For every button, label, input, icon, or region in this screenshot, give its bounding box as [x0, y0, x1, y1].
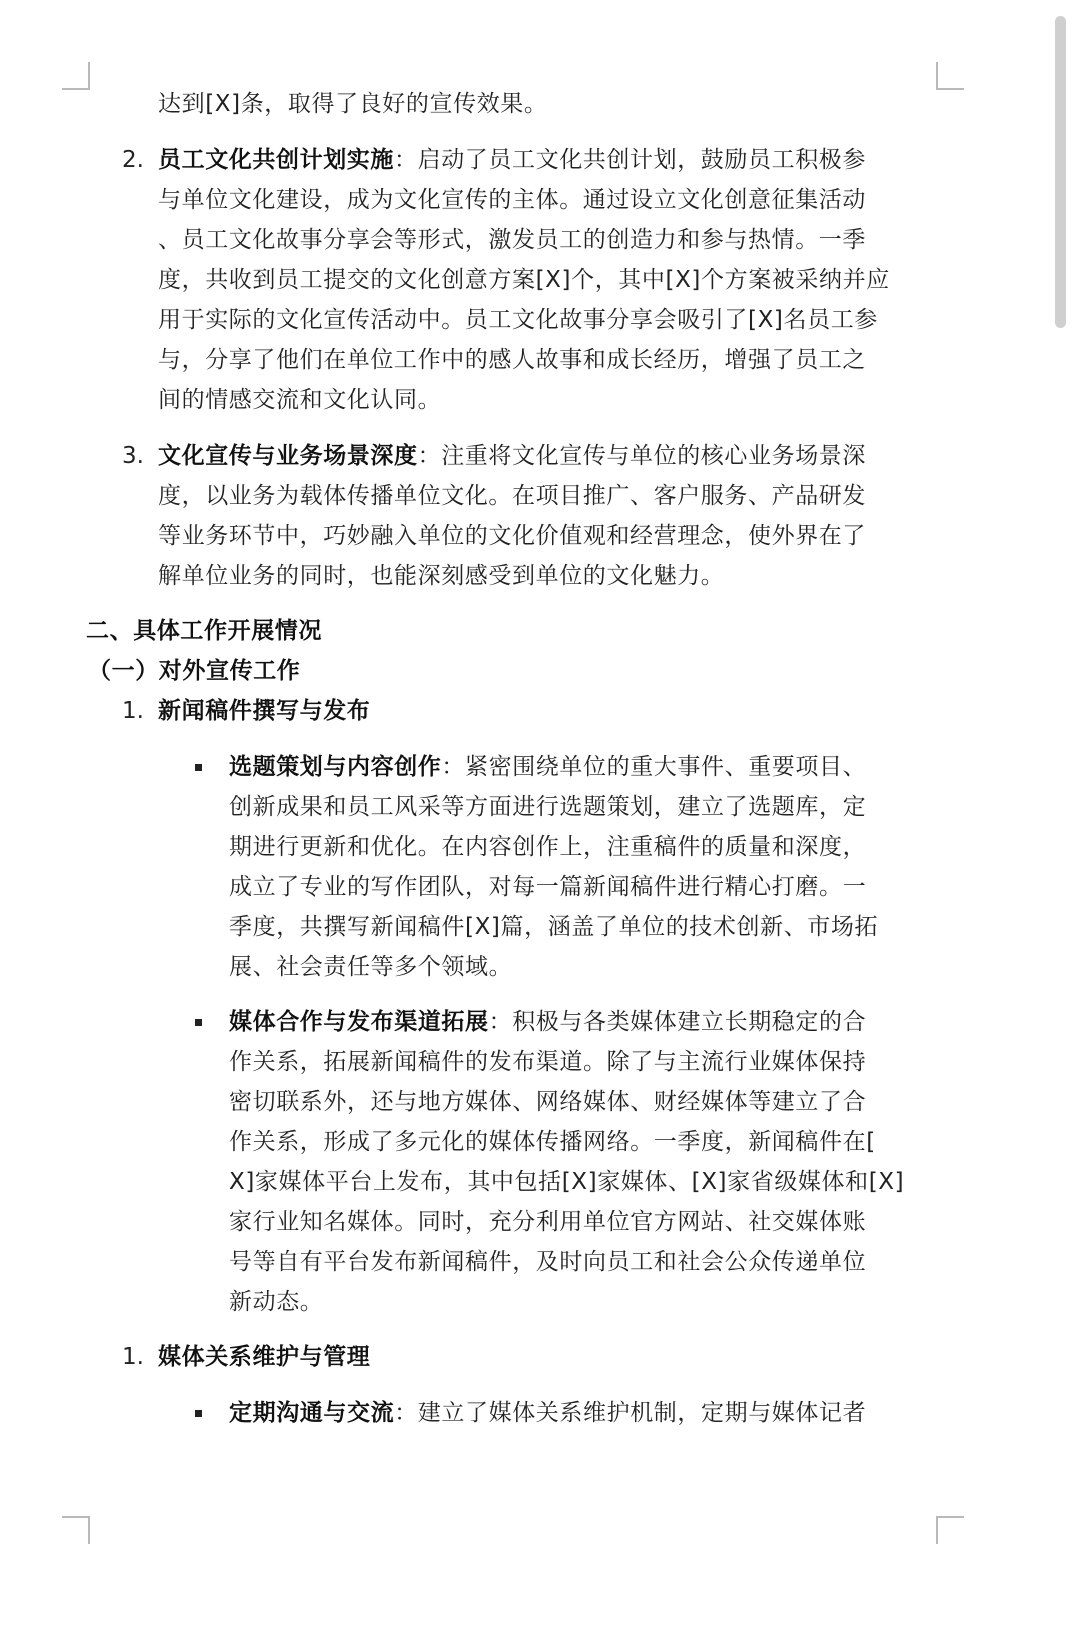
list-item-title: 员工文化共创计划实施 — [158, 147, 394, 173]
list-item-text: ：注重将文化宣传与单位的核心业务场景深 — [417, 443, 867, 469]
paragraph-line: 达到[X]条，取得了良好的宣传效果。 — [158, 91, 548, 117]
list-number: 2. — [122, 147, 144, 173]
paragraph-line: 、员工文化故事分享会等形式，激发员工的创造力和参与热情。一季 — [158, 227, 866, 253]
bullet-text: ：积极与各类媒体建立长期稳定的合 — [488, 1009, 867, 1035]
paragraph-line: 解单位业务的同时，也能深刻感受到单位的文化魅力。 — [158, 563, 725, 589]
paragraph-line: 季度，共撰写新闻稿件[X]篇，涵盖了单位的技术创新、市场拓 — [229, 914, 879, 940]
paragraph-line: 等业务环节中，巧妙融入单位的文化价值观和经营理念，使外界在了 — [158, 523, 866, 549]
list-item-line — [158, 436, 866, 476]
crop-mark-bottom-left — [62, 1516, 90, 1544]
bullet-title: 选题策划与内容创作 — [229, 754, 442, 780]
paragraph-line: 期进行更新和优化。在内容创作上，注重稿件的质量和深度， — [229, 834, 867, 860]
bullet-line — [229, 1002, 866, 1042]
paragraph-line: 作关系，拓展新闻稿件的发布渠道。除了与主流行业媒体保持 — [229, 1049, 867, 1075]
bullet-title: 媒体合作与发布渠道拓展 — [229, 1009, 489, 1035]
bullet-line — [229, 747, 866, 787]
crop-mark-top-right — [936, 62, 964, 90]
bullet-text: ：建立了媒体关系维护机制，定期与媒体记者 — [394, 1400, 867, 1426]
list-heading: 新闻稿件撰写与发布 — [158, 698, 371, 724]
bullet-marker — [195, 1019, 202, 1026]
paragraph-line: 成立了专业的写作团队，对每一篇新闻稿件进行精心打磨。一 — [229, 874, 867, 900]
list-number: 1. — [122, 1344, 144, 1370]
bullet-marker — [195, 1410, 202, 1417]
crop-mark-top-left — [62, 62, 90, 90]
paragraph-line: 间的情感交流和文化认同。 — [158, 387, 442, 413]
section-heading: 二、具体工作开展情况 — [86, 618, 322, 644]
bullet-line — [229, 1393, 866, 1433]
paragraph-line: 与单位文化建设，成为文化宣传的主体。通过设立文化创意征集活动 — [158, 187, 866, 213]
list-item-line — [158, 140, 866, 180]
vertical-scrollbar[interactable] — [1055, 16, 1066, 328]
bullet-title: 定期沟通与交流 — [229, 1400, 395, 1426]
list-number: 1. — [122, 698, 144, 724]
list-number: 3. — [122, 443, 144, 469]
list-item-text: ：启动了员工文化共创计划，鼓励员工积极参 — [394, 147, 866, 173]
paragraph-line: 用于实际的文化宣传活动中。员工文化故事分享会吸引了[X]名员工参 — [158, 307, 878, 333]
bullet-marker — [195, 764, 202, 771]
paragraph-line: 新动态。 — [229, 1289, 324, 1315]
paragraph-line: 号等自有平台发布新闻稿件，及时向员工和社会公众传递单位 — [229, 1249, 867, 1275]
paragraph-line: 作关系，形成了多元化的媒体传播网络。一季度，新闻稿件在[ — [229, 1129, 876, 1155]
paragraph-line: X]家媒体平台上发布，其中包括[X]家媒体、[X]家省级媒体和[X] — [229, 1169, 905, 1195]
paragraph-line: 家行业知名媒体。同时，充分利用单位官方网站、社交媒体账 — [229, 1209, 867, 1235]
paragraph-line: 展、社会责任等多个领域。 — [229, 954, 513, 980]
bullet-text: ：紧密围绕单位的重大事件、重要项目、 — [441, 754, 867, 780]
subsection-heading: （一）对外宣传工作 — [88, 658, 301, 684]
list-heading: 媒体关系维护与管理 — [158, 1344, 371, 1370]
list-item-title: 文化宣传与业务场景深度 — [158, 443, 418, 469]
paragraph-line: 密切联系外，还与地方媒体、网络媒体、财经媒体等建立了合 — [229, 1089, 867, 1115]
paragraph-line: 度，以业务为载体传播单位文化。在项目推广、客户服务、产品研发 — [158, 483, 866, 509]
paragraph-line: 度，共收到员工提交的文化创意方案[X]个，其中[X]个方案被采纳并应 — [158, 267, 890, 293]
paragraph-line: 与，分享了他们在单位工作中的感人故事和成长经历，增强了员工之 — [158, 347, 866, 373]
crop-mark-bottom-right — [936, 1516, 964, 1544]
paragraph-line: 创新成果和员工风采等方面进行选题策划，建立了选题库，定 — [229, 794, 867, 820]
